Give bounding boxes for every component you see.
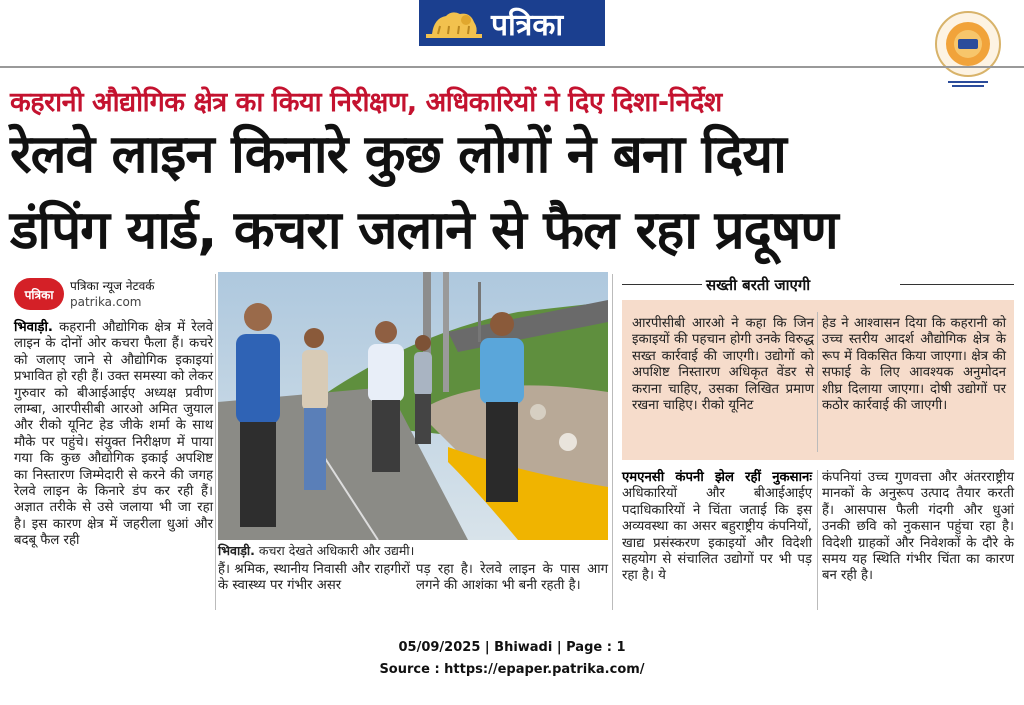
- column-divider: [215, 274, 216, 610]
- photo-caption: [218, 542, 608, 559]
- column-divider: [817, 312, 818, 452]
- kicker-headline: कहरानी औद्योगिक क्षेत्र का किया निरीक्षण, अधिकारियों ने दिए दिशा-निर्देश: [10, 87, 722, 118]
- top-rule: [0, 66, 1024, 68]
- lion-emblem-icon: [419, 0, 489, 46]
- byline-network: पत्रिका न्यूज नेटवर्क: [70, 279, 155, 293]
- subhead-rule: [622, 284, 702, 285]
- box-subhead: सख्ती बरती जाएगी: [706, 276, 811, 294]
- caption-text: कचरा देखते अधिकारी और उद्यमी।: [258, 543, 415, 558]
- article-column-1: [14, 320, 213, 610]
- byline-site: patrika.com: [70, 295, 142, 309]
- footer-date-line: 05/09/2025 | Bhiwadi | Page : 1: [398, 640, 626, 655]
- patrika-badge: पत्रिका: [14, 278, 64, 310]
- headline-line-2: डंपिंग यार्ड, कचरा जलाने से फैल रहा प्रदूषण: [10, 200, 838, 261]
- dateline: भिवाड़ी.: [14, 320, 53, 335]
- caption-place: भिवाड़ी.: [218, 543, 255, 558]
- masthead: [419, 0, 605, 46]
- byline: [14, 274, 214, 314]
- article-column-4: कंपनियां उच्च गुणवत्ता और अंतरराष्ट्रीय मानकों के अनुरूप उत्पाद तैयार करती हैं। आसपास फैली गंदगी और धुआं उनकी छवि को नुकसान पहुंचा रहा है। विदेशी ग्राहकों और निवेशकों के दौरे के समय यह स्थिति गंभीर चिंता का कारण बन रही है।: [822, 470, 1014, 584]
- article-photo: [218, 272, 608, 540]
- column-divider: [612, 274, 613, 610]
- article-column-3: [622, 470, 812, 610]
- column-3-text: अधिकारियों और बीआईआईए पदाधिकारियों ने चिंता जताई कि इस अव्यवस्था का असर बहुराष्ट्रीय कंपनियों, खाद्य प्रसंस्करण इकाइयों और विदेशी सहयोग से संचालित उद्योगों पर भी पड़ रहा है। ये: [622, 486, 812, 584]
- subhead-rule: [900, 284, 1014, 285]
- bia-seal-icon: [928, 6, 1008, 92]
- box-column-1: आरपीसीबी आरओ ने कहा कि जिन इकाइयों की पहचान होगी उनके विरुद्ध सख्त कार्रवाई की जाएगी। उद्योगों को अपशिष्ट निस्तारण अधिकृत वेंडर से कराना चाहिए, उसका लिखित प्रमाण रखना चाहिए। रीको यूनिट: [632, 316, 814, 414]
- column-3-lead: एमएनसी कंपनी झेल रहीं नुकसानः: [622, 470, 812, 485]
- article-column-2b: पड़ रहा है। रेलवे लाइन के पास आग लगने की आशंका भी बनी रहती है।: [416, 562, 608, 594]
- box-column-2: हेड ने आश्वासन दिया कि कहरानी को उच्च स्तरीय आदर्श औद्योगिक क्षेत्र के रूप में विकसित किया जाएगा। क्षेत्र की सफाई के लिए आवश्यक अनुमोदन शीघ्र दिलाया जाएगा। दोषी उद्योगों पर कठोर कार्रवाई की जाएगी।: [822, 316, 1006, 414]
- footer-source-line: Source : https://epaper.patrika.com/: [379, 662, 645, 677]
- column-1-text: कहरानी औद्योगिक क्षेत्र में रेलवे लाइन के दोनों ओर कचरा फैला हैं। कचरे को जलाए जाने से औद्योगिक इकाइयां प्रभावित हो रही हैं। उक्त समस्या को लेकर गुरुवार को बीआईआईए अध्यक्ष प्रवीण लाम्बा, आरपीसीबी आरओ अमित जुयाल और रीको यूनिट हेड जीके शर्मा के साथ मौके पर पहुंचे। संयुक्त निरीक्षण में पाया गया कि कुछ औद्योगिक इकाई अपशिष्ट का निस्तारण जिम्मेदारी से करने की जगह रेलवे लाइन के किनारे डंप कर रही हैं। अज्ञात तरीके से उसे जलाया भी जा रहा है। इस कारण क्षेत्र में जहरीला धुआं और बदबू फैल रही: [14, 320, 213, 549]
- masthead-title: पत्रिका: [491, 7, 564, 43]
- headline-line-1: रेलवे लाइन किनारे कुछ लोगों ने बना दिया: [10, 124, 786, 185]
- article-column-2a: हैं। श्रमिक, स्थानीय निवासी और राहगीरों के स्वास्थ्य पर गंभीर असर: [218, 562, 410, 594]
- column-divider: [817, 470, 818, 610]
